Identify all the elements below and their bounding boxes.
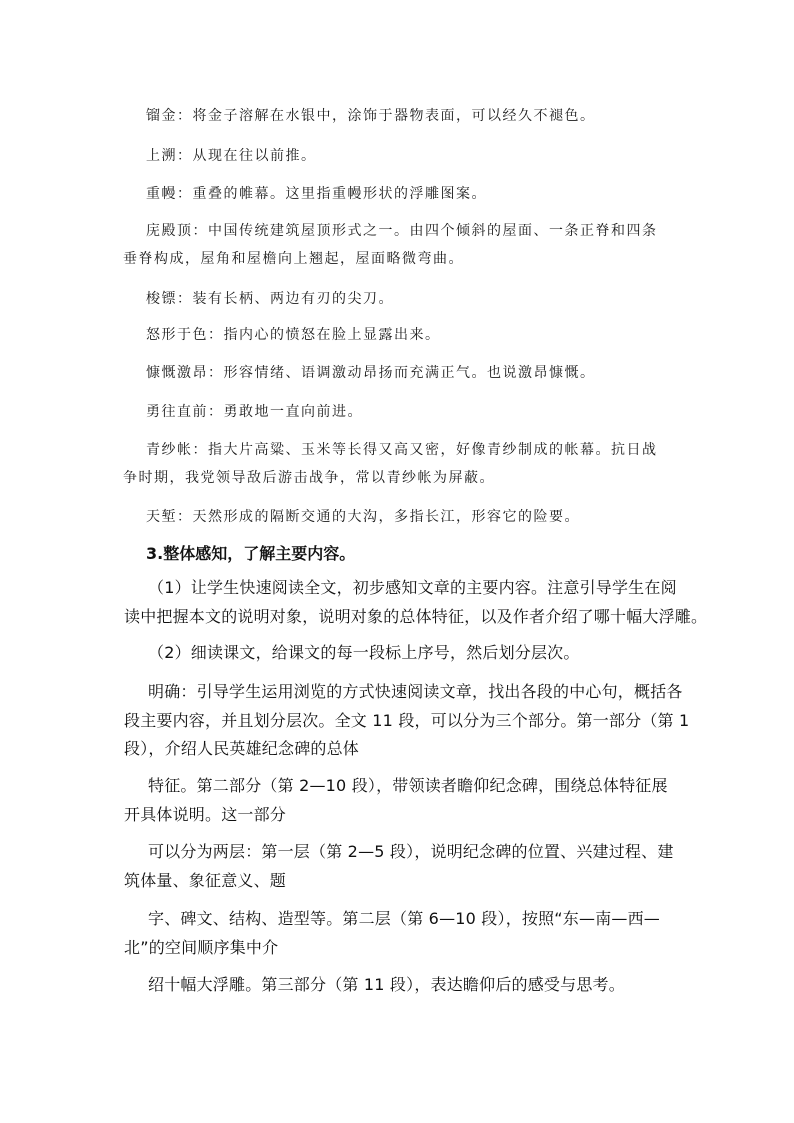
body-paragraph-4-line-2: 开具体说明。这一部分 (124, 805, 287, 824)
body-paragraph-3-line-1: 明确：引导学生运用浏览的方式快速阅读文章，找出各段的中心句，概括各 (148, 682, 683, 701)
glossary-entry-drapery: 重幔：重叠的帷幕。这里指重幔形状的浮雕图案。 (146, 186, 487, 202)
body-paragraph-3-line-2: 段主要内容，并且划分层次。全文 11 段，可以分为三个部分。第一部分（第 1 (124, 711, 690, 730)
glossary-entry-natural-moat: 天堑：天然形成的隔断交通的大沟，多指长江，形容它的险要。 (146, 509, 580, 525)
glossary-entry-spear: 梭镖：装有长柄、两边有刃的尖刀。 (146, 291, 394, 307)
body-paragraph-5-line-1: 可以分为两层：第一层（第 2—5 段），说明纪念碑的位置、兴建过程、建 (148, 842, 674, 861)
body-paragraph-6-line-2: 北”的空间顺序集中介 (124, 938, 279, 957)
glossary-entry-green-curtain-cont: 争时期，我党领导敌后游击战争，常以青纱帐为屏蔽。 (123, 470, 495, 486)
glossary-entry-anger: 怒形于色：指内心的愤怒在脸上显露出来。 (146, 327, 441, 343)
glossary-entry-hip-roof: 庑殿顶：中国传统建筑屋顶形式之一。由四个倾斜的屋面、一条正脊和四条 (146, 223, 658, 239)
body-paragraph-3-line-3: 段），介绍人民英雄纪念碑的总体 (124, 739, 360, 758)
glossary-entry-trace-back: 上溯：从现在往以前推。 (146, 148, 317, 164)
body-paragraph-4-line-1: 特征。第二部分（第 2—10 段），带领读者瞻仰纪念碑，围绕总体特征展 (148, 776, 668, 795)
glossary-entry-hip-roof-cont: 垂脊构成，屋角和屋檐向上翘起，屋面略微弯曲。 (123, 251, 464, 267)
body-paragraph-1-line-2: 读中把握本文的说明对象，说明对象的总体特征，以及作者介绍了哪十幅大浮雕。 (124, 607, 708, 626)
glossary-entry-gilding: 镏金：将金子溶解在水银中，涂饰于器物表面，可以经久不褪色。 (146, 108, 596, 124)
body-paragraph-2-line-1: （2）细读课文，给课文的每一段标上序号，然后划分层次。 (148, 643, 580, 662)
glossary-entry-impassioned: 慷慨激昂：形容情绪、语调激动昂扬而充满正气。也说激昂慷慨。 (146, 365, 596, 381)
body-paragraph-7-line-1: 绍十幅大浮雕。第三部分（第 11 段），表达瞻仰后的感受与思考。 (148, 975, 625, 994)
body-paragraph-5-line-2: 筑体量、象征意义、题 (124, 871, 287, 890)
body-paragraph-1-line-1: （1）让学生快速阅读全文，初步感知文章的主要内容。注意引导学生在阅 (148, 578, 677, 597)
glossary-entry-green-curtain: 青纱帐：指大片高粱、玉米等长得又高又密，好像青纱制成的帐幕。抗日战 (146, 442, 658, 458)
section-heading: 3.整体感知，了解主要内容。 (146, 544, 356, 563)
glossary-entry-forge-ahead: 勇往直前：勇敢地一直向前进。 (146, 404, 363, 420)
body-paragraph-6-line-1: 字、碑文、结构、造型等。第二层（第 6—10 段），按照“东—南—西— (148, 909, 661, 928)
